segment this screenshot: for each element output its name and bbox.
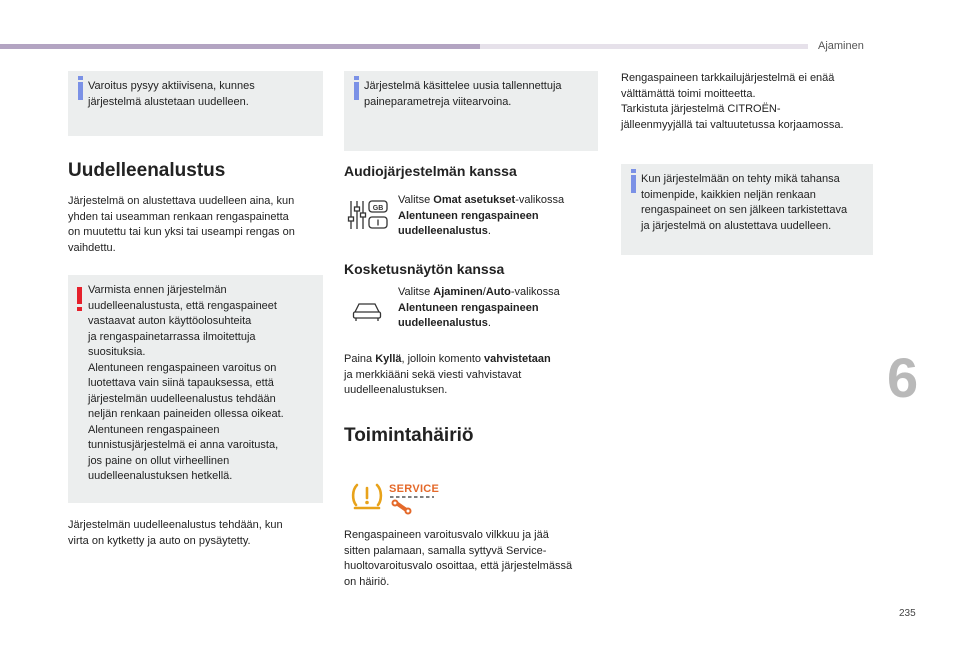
press-text-1: Paina [344,353,376,365]
menu-driving: Ajaminen [433,286,483,298]
warning-box [68,275,323,503]
info-box-text: Järjestelmä käsittelee uusia tallennettuja paineparametreja viitearvoina. [364,80,562,108]
audio-instruction [398,193,588,240]
malfunction-text: Rengaspaineen varoitusvalo vilkkuu ja jää sitten palamaan, samalla syttyvä Service- huoltovaroitusvalo osoittaa, että järjestelmässä on häiriö. [344,529,573,588]
audio-settings-icon [347,197,391,233]
service-wrench-icon [389,494,435,516]
info-box-after-intervention [621,164,873,255]
malfunction-continued-text: Rengaspaineen tarkkailujärjestelmä ei enää välttämättä toimi moitteetta. Tarkistuta järjestelmä CITROËN- jälleenmyyjällä tai valtuutetussa korjaamossa. [621,72,844,131]
header-rule [480,44,808,49]
press-text-2: , jolloin komento [401,353,485,365]
svg-text:GB: GB [372,205,384,212]
reinit-outro-text: Järjestelmän uudelleenalustus tehdään, kun virta on kytketty ja auto on pysäytetty. [68,519,283,547]
page-number: 235 [899,608,916,619]
info-icon [78,82,83,100]
info-box-text: Kun järjestelmään on tehty mikä tahansa toimenpide, kaikkien neljän renkaan rengaspaineet on sen jälkeen tarkistettava ja järjestelmä on alustettava uudelleen. [641,173,848,232]
heading-audio-system: Audiojärjestelmän kanssa [344,163,517,179]
section-title: Ajaminen [818,40,864,52]
touch-text-2: / [482,286,486,298]
audio-text-3: . [487,225,491,237]
menu-own-settings: Omat asetukset [433,194,516,206]
yes-label: Kyllä [375,353,402,365]
confirm-instruction [344,352,594,399]
audio-text-1: Valitse [398,194,434,206]
info-box-text: Varoitus pysyy aktiivisena, kunnes järjestelmä alustetaan uudelleen. [88,80,255,108]
info-box-warning-active [68,71,323,136]
chapter-number: 6 [887,346,919,409]
press-text-3: ja merkkiääni sekä viesti vahvistavat uudelleenalustuksen. [344,368,522,396]
heading-reinitialisation: Uudelleenalustus [68,160,226,181]
touch-text-4: . [487,317,491,329]
info-icon [354,82,359,100]
reinit-intro-text: Järjestelmä on alustettava uudelleen aina, kun yhden tai useamman renkaan rengaspainetta on muutettu tai kun yksi tai useampi rengas on vaihdettu. [68,195,295,254]
touch-text-1: Valitse [398,286,434,298]
tyre-pressure-warning-icon [350,482,384,512]
header-accent-bar [0,44,480,49]
menu-reset-tpms: Alentuneen rengaspaineen uudelleenalustus [398,209,539,237]
menu-auto: Auto [485,286,511,298]
service-label: SERVICE [389,483,440,495]
confirm-label: vahvistetaan [484,353,551,365]
car-icon [352,300,382,322]
heading-touchscreen: Kosketusnäytön kanssa [344,261,505,277]
info-box-reference-values [344,71,598,151]
warning-box-text: Varmista ennen järjestelmän uudelleenalustusta, että rengaspaineet vastaavat auton käyttöolosuhteita ja rengaspainetarrassa ilmoitettuja suosituksia. Alentuneen rengaspaineen varoitus on luotettava vain siinä tapauksessa, että järjestelmän uudelleenalustus tehdään neljän renkaan paineiden ollessa oikeat. Alentuneen rengaspaineen tunnistusjärjestelmä ei anna varoitusta, jos paine on ollut virheellinen uudelleenalustuksen hetkellä. [88,284,284,482]
info-icon [631,175,636,193]
touch-text-3: -valikossa [510,286,560,298]
warning-icon [77,287,82,304]
menu-reset-tpms: Alentuneen rengaspaineen uudelleenalustus [398,301,539,329]
touchscreen-instruction [398,285,588,332]
heading-malfunction: Toimintahäiriö [344,425,474,446]
audio-text-2: -valikossa [515,194,565,206]
